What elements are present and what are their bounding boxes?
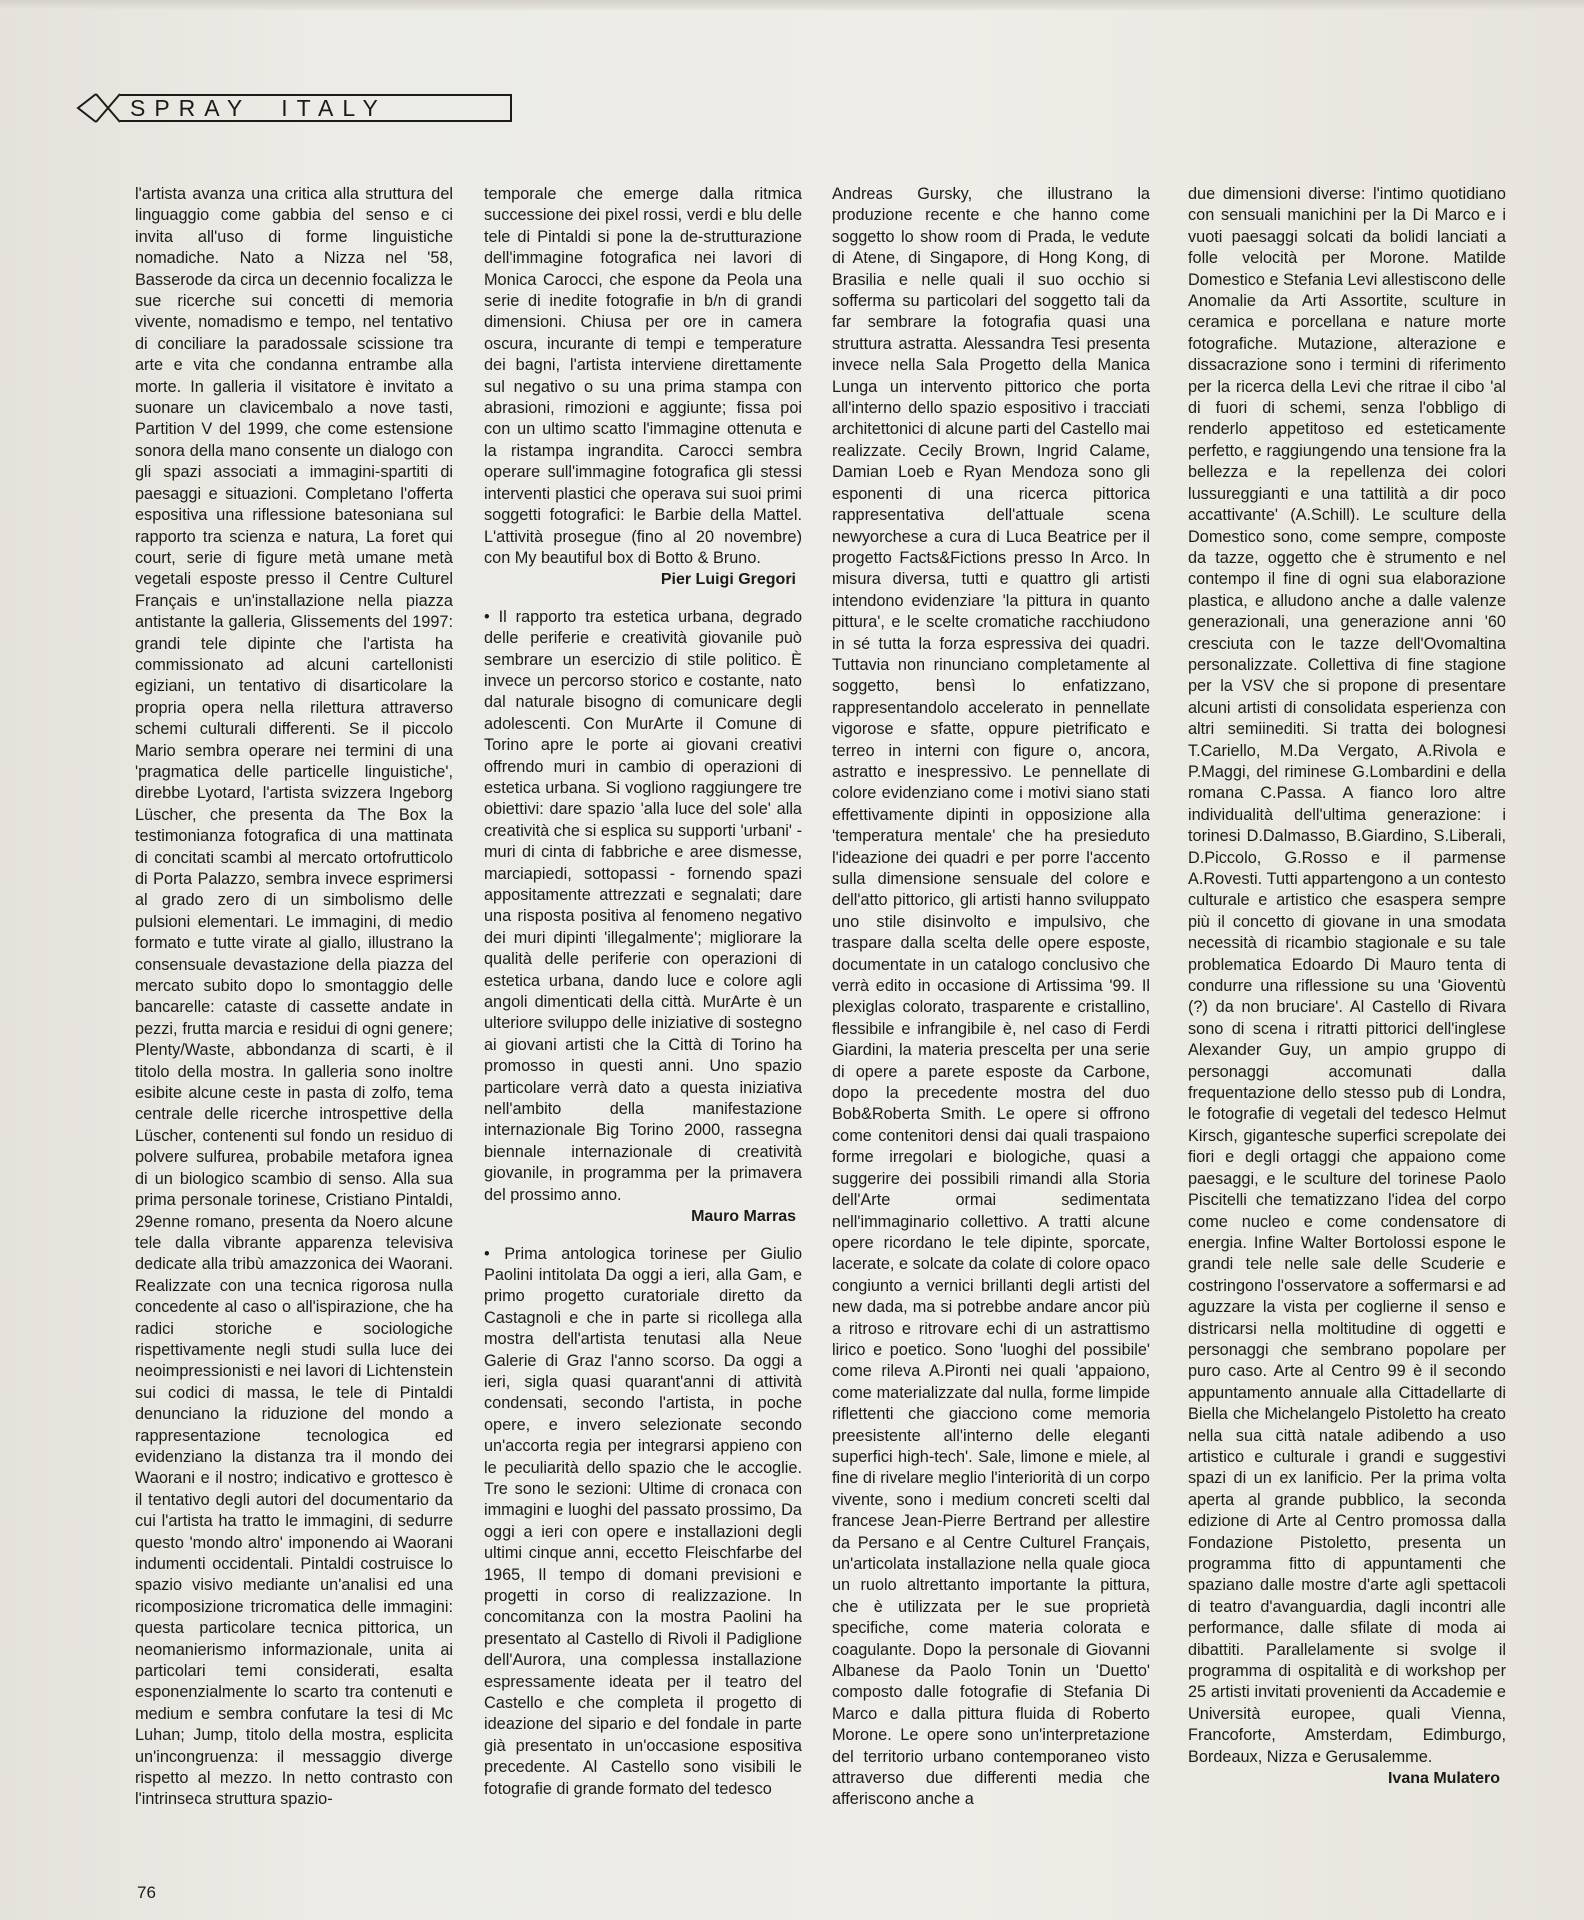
column-2-paragraph-1: temporale che emerge dalla ritmica successione dei pixel rossi, verdi e blu delle tele di Pintaldi si pone la de-strutturazione dell'immagine fotografica nei lavori di Monica Carocci, che espone da Peola una serie di inedite fotografie in b/n di grandi dimensioni. Chiusa per ore in camera oscura, incurante di tempi e temperature dei bagni, l'artista interviene direttamente sul negativo o su una prima stampa con abrasioni, rimozioni e aggiunte; fissa poi con un ultimo scatto l'immagine ottenuta e la ristampa ingrandita. Carocci sembra operare sull'immagine fotografica gli stessi interventi plastici che operava sui suoi primi soggetti fotografici: le Barbie della Mattel. L'attività prosegue (fino al 20 novembre) con My beautiful box di Botto & Bruno. [484,185,802,567]
page-number: 76 [137,1883,156,1902]
column-2-paragraph-3: • Prima antologica torinese per Giulio Paolini intitolata Da oggi a ieri, alla Gam, e primo progetto curatoriale diretto da Castagnoli e che in parte si ricollega alla mostra dell'artista tenutasi alla Neue Galerie di Graz l'anno scorso. Da oggi a ieri, sigla quasi quarant'anni di attività condensati, secondo l'artista, in poche opere, e invero selezionate secondo un'accorta regia per integrarsi appieno con le peculiarità dello spazio che le accoglie. Tre sono le sezioni: Ultime di cronaca con immagini e luoghi del passato prossimo, Da oggi a ieri con opere e installazioni degli ultimi cinque anni, eccetto Fleischfarbe del 1965, Il tempo di domani previsioni e progetti in corso di realizzazione. In concomitanza con la mostra Paolini ha presentato al Castello di Rivoli il Padiglione dell'Aurora, una complessa installazione espressamente ideata per il teatro del Castello e che completa il progetto di ideazione del sipario e del fondale in parte già presentato in un'occasione espositiva precedente. Al Castello sono visibili le fotografie di grande formato del tedesco [484,1244,802,1798]
article-column-3 [832,184,1150,1884]
author-signature-marras: Mauro Marras [691,1208,796,1226]
section-title-box [120,94,512,122]
section-header [74,92,444,128]
author-signature-mulatero: Ivana Mulatero [1387,1770,1500,1788]
section-title-italy: ITALY [281,94,387,121]
column-3-paragraph: Andreas Gursky, che illustrano la produzione recente e che hanno come soggetto lo show room di Prada, le vedute di Atene, di Singapore, di Hong Kong, di Brasilia e nelle quali il suo occhio si sofferma su particolari del soggetto tali da far sembrare la fotografia quasi una struttura astratta. Alessandra Tesi presenta invece nella Sala Progetto della Manica Lunga un intervento pittorico che porta all'interno dello spazio espositivo i tracciati architettonici di alcune parti del Castello mai realizzate. Cecily Brown, Ingrid Calame, Damian Loeb e Ryan Mendoza sono gli esponenti di una ricerca pittorica rappresentativa dell'attuale scena newyorchese a cura di Luca Beatrice per il progetto Facts&Fictions presso In Arco. In misura diversa, tutti e quattro gli artisti intendono evidenziare 'la pittura in quanto pittura', e le scelte cromatiche racchiudono in sé tutta la forza espressiva dei quadri. Tuttavia non rinunciano completamente al soggetto, bensì lo enfatizzano, rappresentandolo accelerato in pennellate vigorose e sfatte, oppure pietrificato e terreo in interni con figure o, ancora, astratto e inespressivo. Le pennellate di colore evidenziano come i motivi siano stati effettivamente dipinti in opposizione alla 'temperatura mentale' che ha presieduto l'ideazione dei quadri e per porre l'accento sulla dimensione sensuale del colore e dell'atto pittorico, gli artisti hanno sviluppato uno stile disinvolto e impulsivo, che traspare dalla scelta delle opere esposte, documentate in un catalogo conclusivo che verrà edito in occasione di Artissima '99. Il plexiglas colorato, trasparente e cristallino, flessibile e infrangibile è, nel caso di Ferdi Giardini, la materia prescelta per una serie di opere a parete esposte da Carbone, dopo la precedente mostra del duo Bob&Roberta Smith. Le opere si offrono come contenitori densi dai quali traspaiono forme irregolari e biologiche, quasi a suggerire dei possibili rimandi alla Storia dell'Arte ormai sedimentata nell'immaginario collettivo. A tratti alcune opere ricordano le tele dipinte, sporcate, lacerate, e solcate da colate di colore opaco congiunto a vernici brillanti degli artisti del new dada, ma si potrebbe andare ancor più a ritroso e ritrovare echi di un astrattismo lirico e poetico. Sono 'luoghi del possibile' come rileva A.Pironti nei quali 'appaiono, come materializzate dal nulla, forme limpide riflettenti che giacciono come memoria preesistente all'interno delle eleganti superfici high-tech'. Sale, limone e miele, al fine di rivelare meglio l'interiorità di un corpo vivente, sono i medium concreti scelti dal francese Jean-Pierre Bertrand per allestire da Persano e al Centre Culturel Français, un'articolata installazione nella quale gioca un ruolo altrettanto importante la pittura, che è utilizzata per le sue proprietà specifiche, come materia colorata e coagulante. Dopo la personale di Giovanni Albanese da Paolo Tonin un 'Duetto' composto dalle fotografie di Stefania Di Marco e dalla pittura fluida di Roberto Morone. Le opere sono un'interpretazione del territorio urbano contemporaneo visto attraverso due differenti media che afferiscono anche a [832,185,1150,1809]
article-column-1 [135,184,453,1884]
article-column-4 [1188,184,1506,1884]
article-column-2 [484,184,802,1884]
column-1-paragraph: l'artista avanza una critica alla struttura del linguaggio come gabbia del senso e ci invita all'uso di forme linguistiche nomadiche. Nato a Nizza nel '58, Basserode da circa un decennio focalizza le sue ricerche sui concetti di memoria vivente, nomadismo e tempo, nel tentativo di conciliare la paradossale scissione tra arte e vita che condanna entrambe alla morte. In galleria il visitatore è invitato a suonare un clavicembalo a nove tasti, Partition V del 1999, che come estensione sonora della mano consente un dialogo con gli spazi associati a immagini-spartiti di paesaggi e situazioni. Completano l'offerta espositiva una riflessione batesoniana sul rapporto tra scienza e natura, La foret qui court, serie di figure metà umane metà vegetali esposte presso il Centre Culturel Français e un'installazione nella piazza antistante la galleria, Glissements del 1997: grandi tele dipinte che l'artista ha commissionato ad alcuni cartellonisti egiziani, un tentativo di disarticolare la propria opera nella rilettura attraverso schemi culturali differenti. Se il piccolo Mario sembra operare nei termini di una 'pragmatica delle particelle linguistiche', direbbe Lyotard, l'artista svizzera Ingeborg Lüscher, che presenta da The Box la testimonianza fotografica di una mattinata di concitati scambi al mercato ortofrutticolo di Porta Palazzo, sembra invece esprimersi al grado zero di un simbolismo delle pulsioni elementari. Le immagini, di medio formato e tutte virate al giallo, illustrano la consensuale devastazione della piazza del mercato subito dopo lo smontaggio delle bancarelle: cataste di cassette andate in pezzi, frutta marcia e residui di ogni genere; Plenty/Waste, abbondanza di scarti, è il titolo della mostra. In galleria sono inoltre esibite alcune ceste in pasta di zolfo, tema centrale delle ricerche introspettive della Lüscher, contenenti sul fondo un residuo di polvere sulfurea, probabile metafora ignea di un biologico scambio di senso. Alla sua prima personale torinese, Cristiano Pintaldi, 29enne romano, presenta da Noero alcune tele dalla vibrante apparenza televisiva dedicate alla tribù amazzonica dei Waorani. Realizzate con una tecnica rigorosa nulla concedente al caso o all'ispirazione, che ha radici storiche e sociologiche rispettivamente negli studi sulla luce dei neoimpressionisti e nei lavori di Lichtenstein sui codici di massa, le tele di Pintaldi denunciano la riduzione del mondo a rappresentazione tecnologica ed evidenziano la distanza tra il mondo dei Waorani e il nostro; indicativo e grottesco è il tentativo degli autori del documentario da cui l'artista ha tratto le immagini, di sedurre questo 'mondo altro' imponendo ai Waorani indumenti occidentali. Pintaldi costruisce lo spazio visivo mediante un'analisi ed una ricomposizione tricromatica delle immagini: questa particolare tecnica pittorica, un neomanierismo informazionale, unita ai particolari temi considerati, esalta esponenzialmente lo scarto tra contenuti e medium e sembra confutare la tesi di Mc Luhan; Jump, titolo della mostra, esplicita un'incongruenza: il messaggio diverge rispetto al mezzo. In netto contrasto con l'intrinseca struttura spazio- [135,185,453,1809]
section-title-spray: SPRAY [130,94,252,121]
column-2-paragraph-2: • Il rapporto tra estetica urbana, degrado delle periferie e creatività giovanile può sembrare un esercizio di stile politico. È invece un percorso storico e costante, nato dal naturale bisogno di comunicare degli adolescenti. Con MurArte il Comune di Torino apre le porte ai giovani creativi offrendo muri in cambio di operazioni di estetica urbana. Si vogliono raggiungere tre obiettivi: dare spazio 'alla luce del sole' alla creatività che si esplica su supporti 'urbani' - muri di cinta di fabbriche e aree dismesse, marciapiedi, sottopassi - fornendo spazi appositamente attrezzati e segnalati; dare una risposta positiva al fenomeno negativo dei muri dipinti 'illegalmente'; migliorare la qualità delle periferie con operazioni di estetica urbana, dando luce e colore agli angoli dimenticati della città. MurArte è un ulteriore sviluppo delle iniziative di sostegno ai giovani artisti che la Città di Torino ha promosso in questi anni. Uno spazio particolare verrà dato a questa iniziativa nell'ambito della manifestazione internazionale Big Torino 2000, rassegna biennale internazionale di creatività giovanile, in programma per la primavera del prossimo anno. [484,607,802,1204]
page-top-edge [0,0,1584,10]
author-signature-gregori: Pier Luigi Gregori [660,571,796,589]
double-chevron-icon [74,92,124,126]
column-4-paragraph: due dimensioni diverse: l'intimo quotidiano con sensuali manichini per la Di Marco e i vuoti paesaggi solcati da bolidi lanciati a folle velocità per Morone. Matilde Domestico e Stefania Levi allestiscono delle Anomalie da Arti Assortite, sculture in ceramica e porcellana e nature morte fotografiche. Mutazione, alterazione e dissacrazione sono i termini di riferimento per la ricerca della Levi che ritrae il cibo 'al di fuori di schemi, senza l'obbligo di renderlo appetitoso ed esteticamente perfetto, e raggiungendo una tensione fra la bellezza e la repellenza dei colori lussureggianti e una tattilità a dir poco accattivante' (A.Schill). Le sculture della Domestico sono, come sempre, composte da tazze, oggetto che è strumento e nel contempo il fine di ogni sua elaborazione plastica, e alludono anche a dalle valenze generazionali, una generazione anni '60 cresciuta con le tazze dell'Ovomaltina personalizzate. Collettiva di fine stagione per la VSV che si propone di presentare alcuni artisti di consolidata esperienza con altri semiinediti. Si tratta dei bolognesi T.Cariello, M.Da Vergato, A.Rivola e P.Maggi, del riminese G.Lombardini e della romana C.Passa. A fianco loro altre individualità dell'ultima generazione: i torinesi D.Dalmasso, B.Giardino, S.Liberali, D.Piccolo, G.Rosso e il parmense A.Rovesti. Tutti appartengono a un contesto culturale e artistico che esaspera sempre più il concetto di giovane in una smodata necessità di ricambio stagionale e su tale problematica Edoardo Di Mauro tenta di condurre una riflessione su una 'Gioventù (?) da non bruciare'. Al Castello di Rivara sono di scena i ritratti pittorici dell'inglese Alexander Guy, un ampio gruppo di personaggi accomunati dalla frequentazione dello stesso pub di Londra, le fotografie di vegetali del tedesco Helmut Kirsch, gigantesche superfici screpolate dei fiori e degli ortaggi che appaiono come paesaggi, e le sculture del torinese Paolo Piscitelli che tematizzano l'idea del corpo come nucleo e come condensatore di energia. Infine Walter Bortolossi espone le grandi tele nelle sale delle Scuderie e costringono l'osservatore a soffermarsi e ad aguzzare la vista per coglierne il senso e districarsi nella moltitudine di oggetti e personaggi che sembrano popolare per puro caso. Arte al Centro 99 è il secondo appuntamento annuale alla Cittadellarte di Biella che Michelangelo Pistoletto ha creato nella sua città natale adibendo a uso artistico e culturale i grandi e suggestivi spazi di un ex lanificio. Per la prima volta aperta al grande pubblico, la seconda edizione di Arte al Centro promossa dalla Fondazione Pistoletto, presenta un programma fitto di appuntamenti che spaziano dalle mostre d'arte agli spettacoli di teatro d'avanguardia, dagli incontri alle performance, dalle sfilate di moda ai dibattiti. Parallelamente si svolge il programma di ospitalità e di workshop per 25 artisti invitati provenienti da Accademie e Università europee, quali Vienna, Francoforte, Amsterdam, Edimburgo, Bordeaux, Nizza e Gerusalemme. [1188,185,1506,1766]
